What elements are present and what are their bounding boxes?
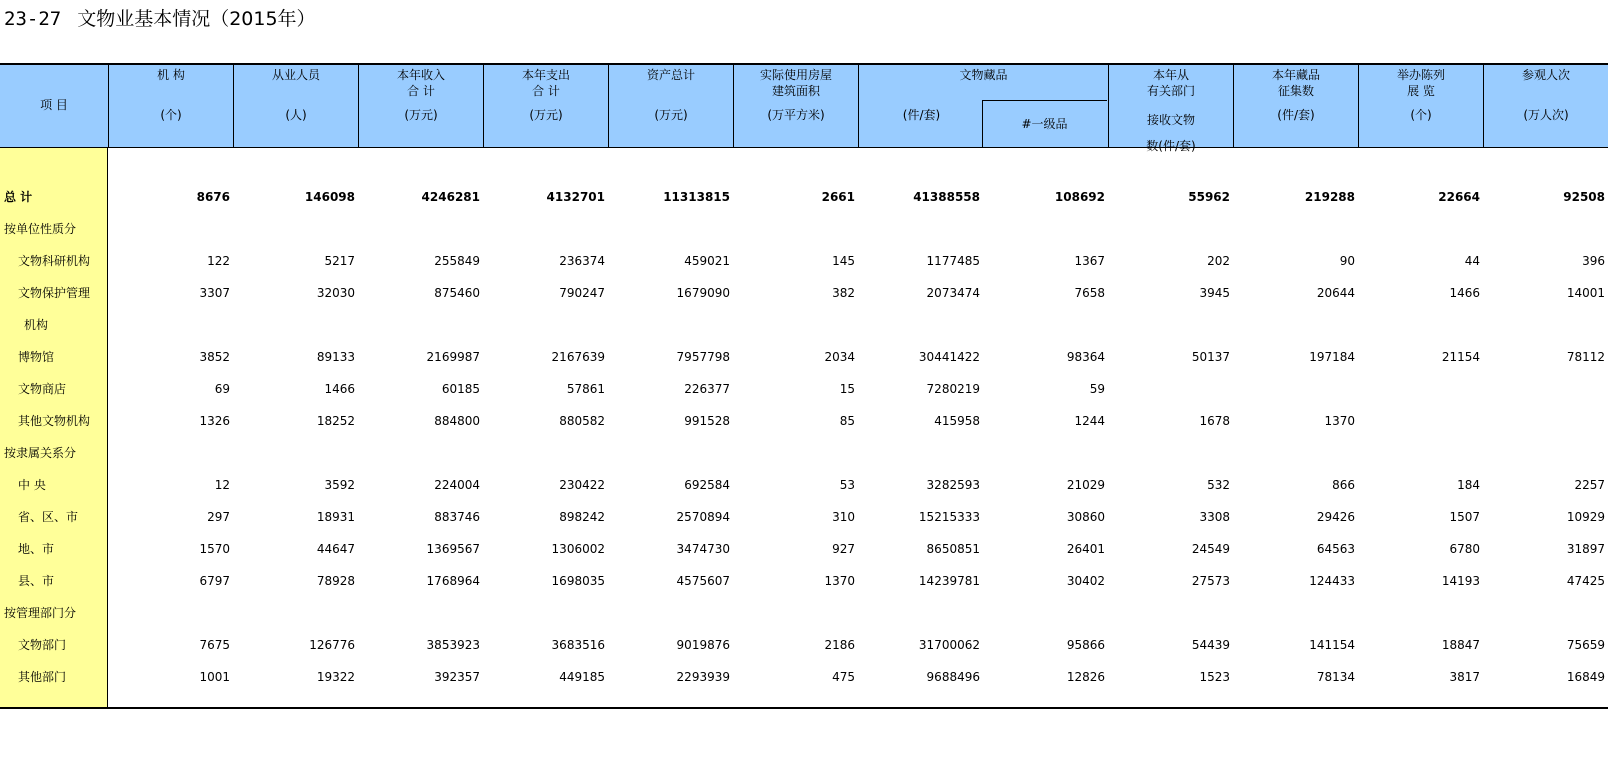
table-cell: 927: [832, 542, 855, 556]
row-label: 博物馆: [18, 350, 55, 364]
row-label: 中 央: [18, 478, 46, 492]
table-cell: 310: [832, 510, 855, 524]
table-cell: 230422: [559, 478, 605, 492]
table-cell: 3592: [324, 478, 355, 492]
table-cell: 16849: [1566, 670, 1605, 684]
table-cell: 991528: [684, 414, 730, 428]
table-cell: 14239781: [918, 574, 980, 588]
header-col-title: 本年支出 合 计: [521, 68, 570, 98]
table-cell: 1370: [1324, 414, 1355, 428]
table-cell: 78928: [316, 574, 355, 588]
table-cell: 3852: [199, 350, 230, 364]
table-cell: 226377: [684, 382, 730, 396]
table-row: [0, 661, 1608, 693]
table-cell: 31700062: [918, 638, 980, 652]
table-cell: 3282593: [926, 478, 980, 492]
table-cell: 59: [1089, 382, 1105, 396]
row-label: 地、市: [18, 542, 55, 556]
table-row: [0, 533, 1608, 565]
row-label: 总 计: [4, 190, 33, 204]
table-cell: 2167639: [551, 350, 605, 364]
table-cell: 11313815: [663, 190, 730, 204]
table-cell: 1570: [199, 542, 230, 556]
table-code: 23-27: [4, 8, 62, 30]
table-row: [0, 469, 1608, 501]
header-col-first-grade: #一级品: [1021, 117, 1068, 131]
row-label: 其他文物机构: [18, 414, 91, 428]
table-cell: 124433: [1309, 574, 1355, 588]
table-cell: 60185: [441, 382, 480, 396]
table-cell: 22664: [1438, 190, 1480, 204]
table-cell: 8650851: [926, 542, 980, 556]
table-cell: 30441422: [918, 350, 980, 364]
table-cell: 7957798: [676, 350, 730, 364]
header-col-assets: [608, 65, 733, 147]
row-label: 其他部门: [18, 670, 67, 684]
header-col-unit: (人): [285, 108, 307, 122]
table-row: [0, 501, 1608, 533]
table-cell: 236374: [559, 254, 605, 268]
table-cell: 10929: [1566, 510, 1605, 524]
table-cell: 2034: [824, 350, 855, 364]
table-cell: 8676: [196, 190, 230, 204]
table-cell: 1370: [824, 574, 855, 588]
table-cell: 382: [832, 286, 855, 300]
row-label: 省、区、市: [18, 510, 79, 524]
table-cell: 7675: [199, 638, 230, 652]
header-col-title: 文物藏品: [959, 68, 1008, 82]
table-cell: 47425: [1566, 574, 1605, 588]
table-cell: 415958: [934, 414, 980, 428]
table-cell: 14193: [1441, 574, 1480, 588]
table-cell: 90: [1339, 254, 1355, 268]
header-col-unit: 接收文物 数(件/套): [1146, 113, 1196, 153]
table-cell: 30402: [1066, 574, 1105, 588]
table-cell: 6780: [1449, 542, 1480, 556]
table-cell: 1177485: [926, 254, 980, 268]
table-cell: 108692: [1054, 190, 1105, 204]
table-cell: 3308: [1199, 510, 1230, 524]
table-cell: 24549: [1191, 542, 1230, 556]
table-cell: 2570894: [676, 510, 730, 524]
table-cell: 55962: [1188, 190, 1230, 204]
header-col-unit: (万元): [654, 108, 688, 122]
header-col-unit: (件/套): [1277, 108, 1315, 122]
table-cell: 532: [1207, 478, 1230, 492]
table-cell: 12826: [1066, 670, 1105, 684]
header-col-institutions: [108, 65, 233, 147]
row-label: 文物部门: [18, 638, 67, 652]
table-cell: 202: [1207, 254, 1230, 268]
table-cell: 18252: [316, 414, 355, 428]
table-cell: 20644: [1316, 286, 1355, 300]
table-cell: 126776: [309, 638, 355, 652]
table-cell: 880582: [559, 414, 605, 428]
table-cell: 78134: [1316, 670, 1355, 684]
table-cell: 1306002: [551, 542, 605, 556]
table-cell: 31897: [1566, 542, 1605, 556]
header-col-title: 机 构: [157, 68, 185, 82]
header-col-unit: (万元): [529, 108, 563, 122]
header-col-title: 实际使用房屋 建筑面积: [759, 68, 832, 98]
table-cell: 1001: [199, 670, 230, 684]
data-table: [0, 63, 1608, 709]
table-cell: 4575607: [676, 574, 730, 588]
table-cell: 790247: [559, 286, 605, 300]
table-cell: 396: [1582, 254, 1605, 268]
header-col-unit: (万人次): [1523, 108, 1569, 122]
table-cell: 2186: [824, 638, 855, 652]
table-cell: 2257: [1574, 478, 1605, 492]
header-col-exhibitions: [1358, 65, 1483, 147]
header-col-title: 本年藏品 征集数: [1271, 68, 1320, 98]
header-col-title: 参观人次: [1521, 68, 1570, 82]
header-col-title: 本年从 有关部门: [1146, 68, 1195, 98]
table-cell: 4132701: [546, 190, 605, 204]
table-header: [0, 63, 1608, 153]
table-cell: 145: [832, 254, 855, 268]
row-label: 机构: [24, 318, 49, 332]
header-col-received: [1108, 65, 1233, 153]
table-row: [0, 341, 1608, 373]
table-cell: 884800: [434, 414, 480, 428]
table-cell: 41388558: [913, 190, 980, 204]
table-cell: 3474730: [676, 542, 730, 556]
table-cell: 475: [832, 670, 855, 684]
header-col-title: 资产总计: [646, 68, 695, 82]
table-cell: 141154: [1309, 638, 1355, 652]
header-item-label: 项 目: [40, 98, 68, 112]
header-col-acquired: [1233, 65, 1358, 147]
table-title-text: 文物业基本情况（2015年）: [77, 8, 316, 30]
table-cell: 64563: [1316, 542, 1355, 556]
table-cell: 57861: [566, 382, 605, 396]
table-cell: 30860: [1066, 510, 1105, 524]
table-cell: 15215333: [918, 510, 980, 524]
table-cell: 3683516: [551, 638, 605, 652]
table-cell: 4246281: [421, 190, 480, 204]
table-cell: 255849: [434, 254, 480, 268]
row-label: 文物保护管理: [18, 286, 91, 300]
table-cell: 9688496: [926, 670, 980, 684]
table-cell: 883746: [434, 510, 480, 524]
table-cell: 75659: [1566, 638, 1605, 652]
table-row: [0, 629, 1608, 661]
header-col-title: 从业人员: [271, 68, 320, 82]
table-row: [0, 245, 1608, 277]
table-body: [0, 148, 1608, 709]
table-cell: 18847: [1441, 638, 1480, 652]
table-cell: 219288: [1304, 190, 1355, 204]
table-cell: 1698035: [551, 574, 605, 588]
table-cell: 78112: [1566, 350, 1605, 364]
table-cell: 6797: [199, 574, 230, 588]
table-cell: 1523: [1199, 670, 1230, 684]
header-col-employees: [233, 65, 358, 147]
table-cell: 29426: [1316, 510, 1355, 524]
table-cell: 692584: [684, 478, 730, 492]
table-cell: 44647: [316, 542, 355, 556]
table-cell: 18931: [316, 510, 355, 524]
table-cell: 184: [1457, 478, 1480, 492]
table-cell: 3307: [199, 286, 230, 300]
table-cell: 12: [214, 478, 230, 492]
row-label: 按管理部门分: [4, 606, 77, 620]
table-cell: 2169987: [426, 350, 480, 364]
table-cell: 85: [839, 414, 855, 428]
table-cell: 1679090: [676, 286, 730, 300]
table-row: [0, 181, 1608, 213]
table-cell: 392357: [434, 670, 480, 684]
table-cell: 2293939: [676, 670, 730, 684]
table-cell: 866: [1332, 478, 1355, 492]
table-cell: 1466: [324, 382, 355, 396]
header-col-floor-area: [733, 65, 858, 147]
header-col-income: [358, 65, 483, 147]
row-label: 文物科研机构: [18, 254, 91, 268]
table-cell: 44: [1464, 254, 1480, 268]
table-cell: 95866: [1066, 638, 1105, 652]
table-cell: 98364: [1066, 350, 1105, 364]
table-cell: 27573: [1191, 574, 1230, 588]
table-cell: 1369567: [426, 542, 480, 556]
table-row: [0, 405, 1608, 437]
table-row: [0, 309, 1608, 341]
row-label: 文物商店: [18, 382, 67, 396]
header-col-unit: (万平方米): [767, 108, 825, 122]
table-cell: 898242: [559, 510, 605, 524]
table-cell: 15: [839, 382, 855, 396]
table-cell: 1507: [1449, 510, 1480, 524]
table-cell: 21029: [1066, 478, 1105, 492]
table-cell: 2073474: [926, 286, 980, 300]
table-cell: 7280219: [926, 382, 980, 396]
header-col-unit: (个): [160, 108, 182, 122]
header-col-unit: (个): [1410, 108, 1432, 122]
table-cell: 3945: [1199, 286, 1230, 300]
table-cell: 197184: [1309, 350, 1355, 364]
table-cell: 9019876: [676, 638, 730, 652]
table-cell: 875460: [434, 286, 480, 300]
table-cell: 92508: [1563, 190, 1605, 204]
header-col-title: 本年收入 合 计: [396, 68, 445, 98]
table-cell: 7658: [1074, 286, 1105, 300]
table-cell: 14001: [1566, 286, 1605, 300]
table-cell: 69: [214, 382, 230, 396]
table-cell: 1367: [1074, 254, 1105, 268]
table-cell: 54439: [1191, 638, 1230, 652]
table-cell: 459021: [684, 254, 730, 268]
table-row: [0, 597, 1608, 629]
table-cell: 5217: [324, 254, 355, 268]
table-cell: 50137: [1191, 350, 1230, 364]
table-cell: 53: [839, 478, 855, 492]
table-cell: 1768964: [426, 574, 480, 588]
table-cell: 1244: [1074, 414, 1105, 428]
table-cell: 1466: [1449, 286, 1480, 300]
table-cell: 21154: [1441, 350, 1480, 364]
table-row: [0, 373, 1608, 405]
table-title: [4, 4, 316, 34]
table-row: [0, 213, 1608, 245]
header-col-unit: (万元): [404, 108, 438, 122]
table-cell: 89133: [316, 350, 355, 364]
header-col-title: 举办陈列 展 览: [1396, 68, 1445, 98]
table-cell: 297: [207, 510, 230, 524]
header-col-expenditure: [483, 65, 608, 147]
table-cell: 26401: [1066, 542, 1105, 556]
table-cell: 1326: [199, 414, 230, 428]
row-label: 按单位性质分: [4, 222, 77, 236]
table-cell: 2661: [821, 190, 855, 204]
table-row: [0, 565, 1608, 597]
table-cell: 449185: [559, 670, 605, 684]
table-row: [0, 437, 1608, 469]
table-cell: 32030: [316, 286, 355, 300]
header-col-visitors: [1483, 65, 1608, 147]
table-cell: 3817: [1449, 670, 1480, 684]
table-cell: 224004: [434, 478, 480, 492]
row-label: 县、市: [18, 574, 55, 588]
table-cell: 122: [207, 254, 230, 268]
header-item: [0, 65, 108, 147]
row-label: 按隶属关系分: [4, 446, 77, 460]
table-cell: 1678: [1199, 414, 1230, 428]
table-cell: 3853923: [426, 638, 480, 652]
table-row: [0, 277, 1608, 309]
table-cell: 146098: [304, 190, 355, 204]
header-col-unit: (件/套): [902, 108, 941, 122]
table-cell: 19322: [316, 670, 355, 684]
